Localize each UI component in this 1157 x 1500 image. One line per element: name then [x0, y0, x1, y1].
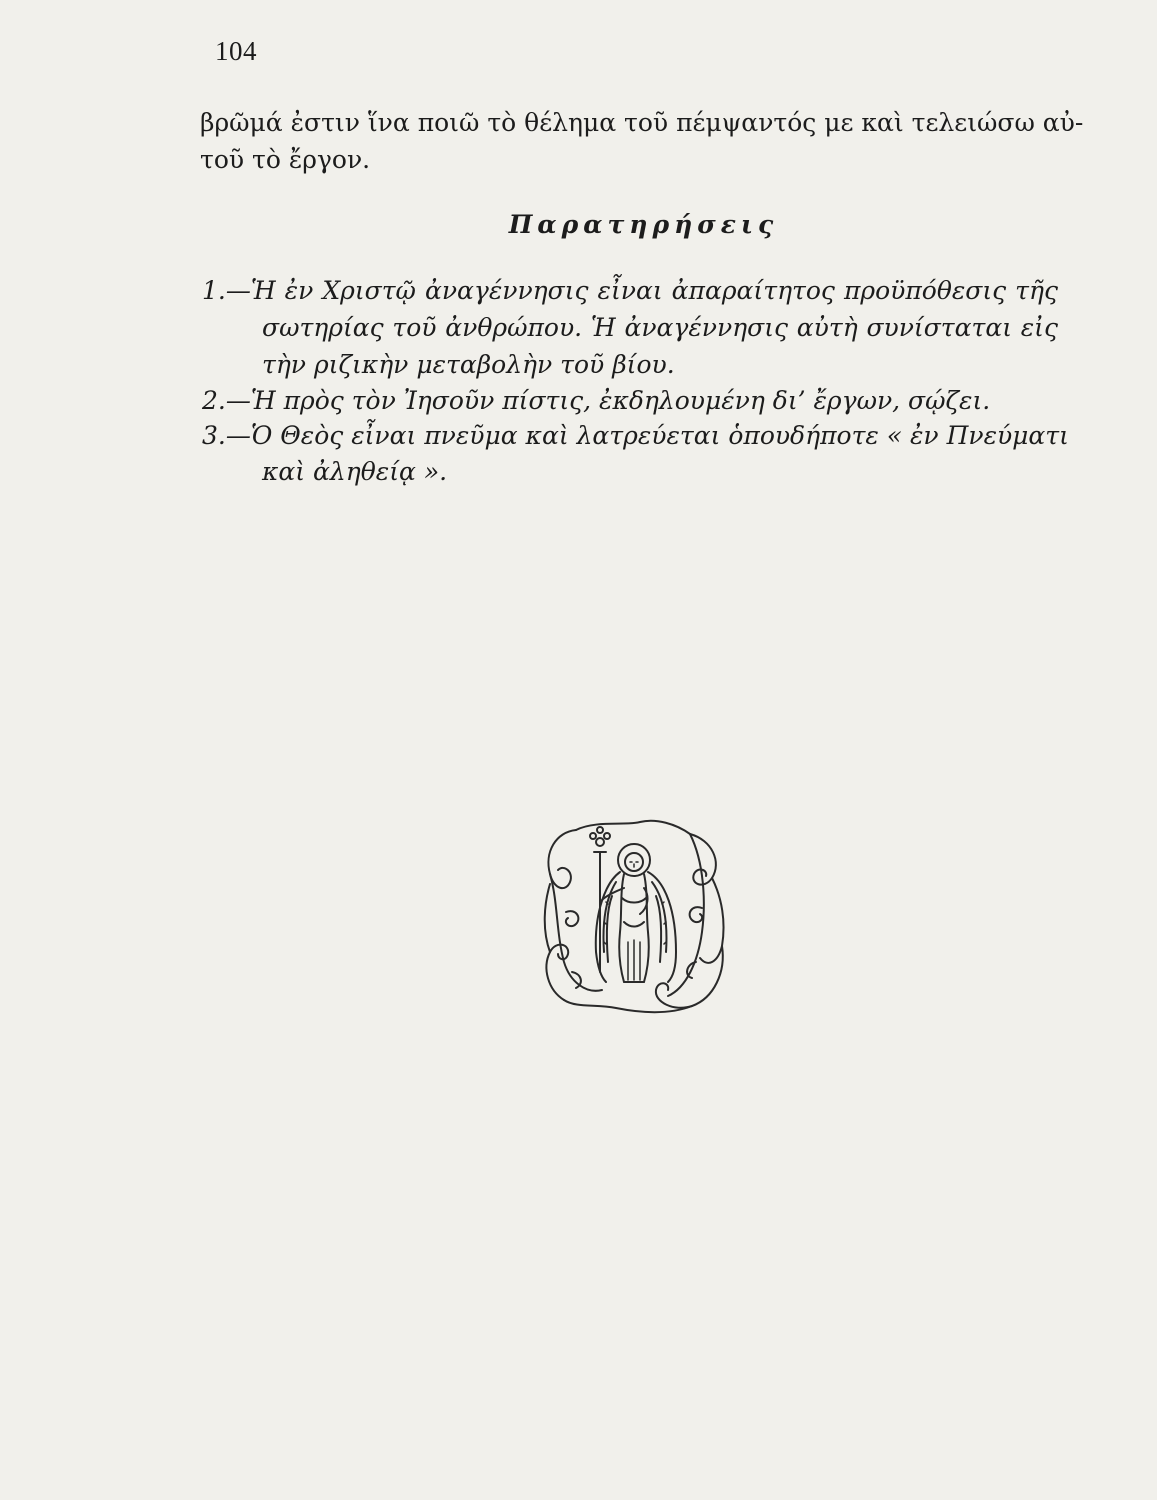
page-number: 104 [215, 36, 257, 66]
body-text-line: τοῦ τὸ ἔργον. [200, 145, 371, 174]
note-line: 2.—Ἡ πρὸς τὸν Ἰησοῦν πίστις, ἐκδηλουμένη δι’ ἔργων, σῴζει. [202, 386, 991, 415]
note-line: καὶ ἀληθείᾳ ». [262, 457, 448, 486]
section-heading: Παρατηρήσεις [508, 210, 779, 239]
body-text-line: βρῶμά ἐστιν ἵνα ποιῶ τὸ θέλημα τοῦ πέμψαντός με καὶ τελειώσω αὐ- [200, 108, 1084, 137]
note-line: σωτηρίας τοῦ ἀνθρώπου. Ἡ ἀναγέννησις αὐτὴ συνίσταται εἰς [262, 313, 1058, 342]
note-line: τὴν ριζικὴν μεταβολὴν τοῦ βίου. [262, 350, 675, 379]
note-line: 1.—Ἡ ἐν Χριστῷ ἀναγέννησις εἶναι ἀπαραίτητος προϋπόθεσις τῆς [202, 276, 1058, 305]
note-line: 3.—Ὁ Θεὸς εἶναι πνεῦμα καὶ λατρεύεται ὁπουδήποτε « ἐν Πνεύματι [202, 421, 1069, 450]
angel-ornament-icon [536, 812, 732, 1018]
